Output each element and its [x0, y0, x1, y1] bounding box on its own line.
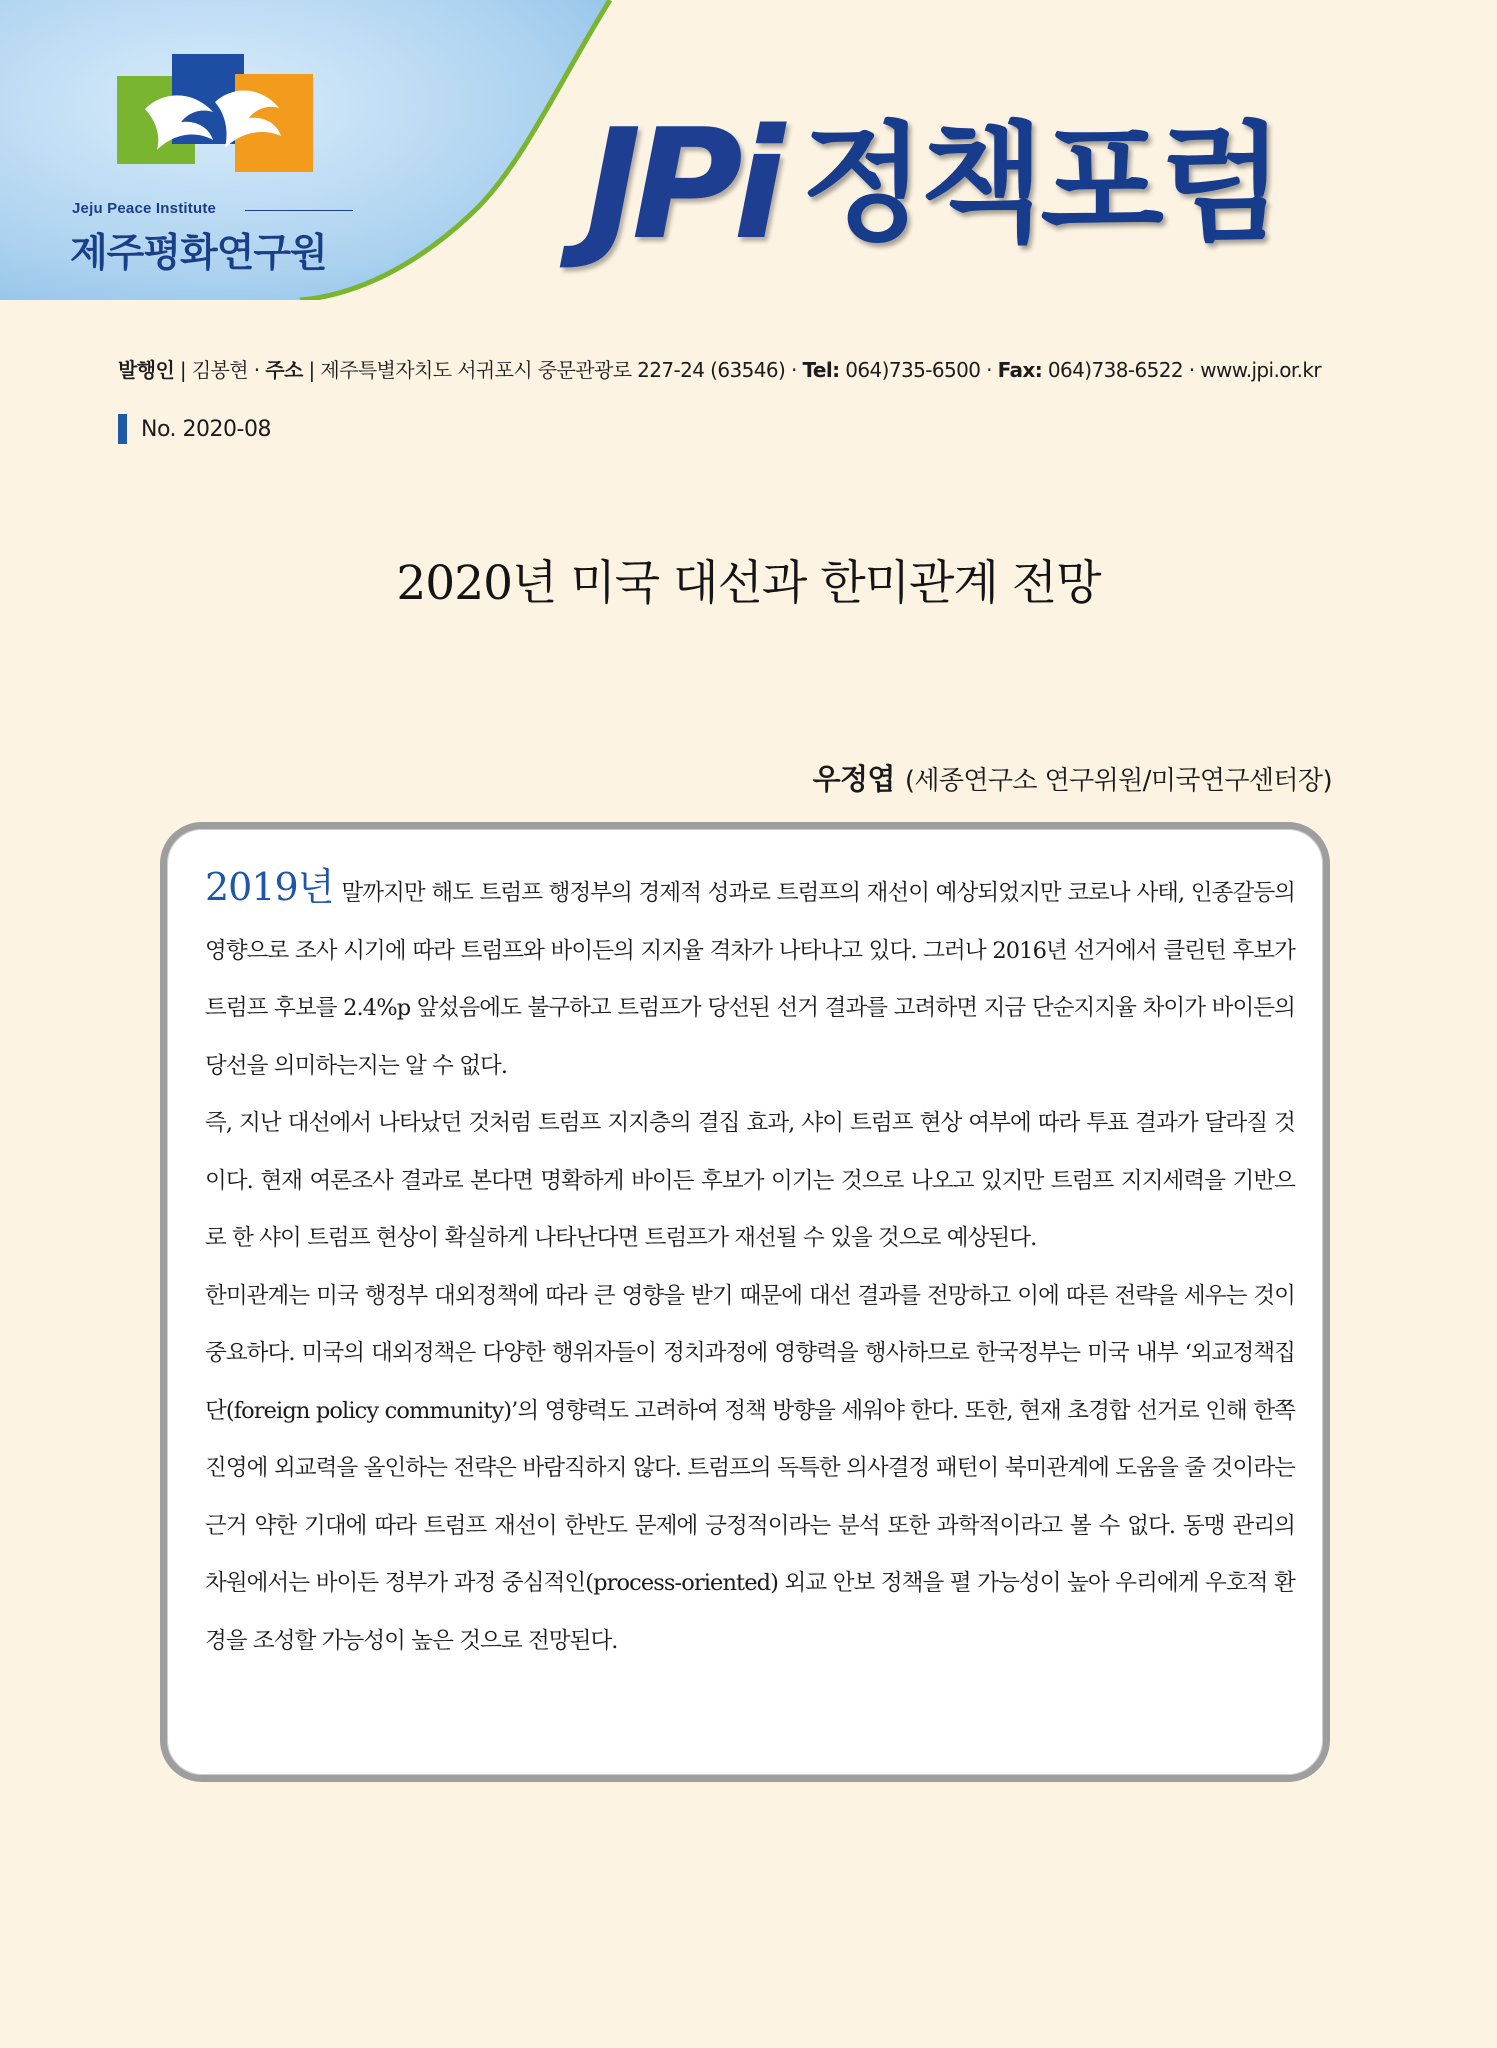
issue-number [118, 414, 271, 444]
publisher-info: 발행인 | 김봉현 · 주소 | 제주특별자치도 서귀포시 중문관광로 227-24 (63546) · Tel: 064)735-6500 · Fax: 064)738-6522 · www.jpi.or.kr [118, 358, 1322, 382]
tel-number: 064)735-6500 [845, 358, 981, 382]
brand-title [585, 96, 1280, 273]
fax-number: 064)738-6522 [1047, 358, 1183, 382]
summary-text [205, 859, 1295, 1670]
logo-english-name: Jeju Peace Institute [72, 200, 217, 217]
publisher-label: 발행인 [118, 358, 175, 382]
page-title: 2020년 미국 대선과 한미관계 전망 [396, 556, 1101, 611]
address-label: 주소 [265, 358, 303, 382]
logo-korean-name: 제주평화연구원 [70, 231, 327, 276]
summary-paragraph-2: 즉, 지난 대선에서 나타났던 것처럼 트럼프 지지층의 결집 효과, 샤이 트럼프 현상 여부에 따라 투표 결과가 달라질 것이다. 현재 여론조사 결과로 본다면 명확하게 바이든 후보가 이기는 것으로 나오고 있지만 트럼프 지지세력을 기반으로 한 샤이 트럼프 현상이 확실하게 나타난다면 트럼프가 재선될 수 있을 것으로 예상된다. [205, 1110, 1295, 1251]
logo-divider [245, 210, 353, 211]
masthead [0, 0, 1497, 300]
address: 제주특별자치도 서귀포시 중문관광로 227-24 (63546) [320, 358, 786, 382]
author-affiliation: (세종연구소 연구위원/미국연구센터장) [904, 766, 1332, 796]
jpi-logo-icon [117, 54, 317, 184]
author-name: 우정엽 [812, 762, 895, 796]
lead-year: 2019년 [205, 865, 334, 909]
publisher-name: 김봉현 [191, 358, 248, 382]
summary-paragraph-1-text: 말까지만 해도 트럼프 행정부의 경제적 성과로 트럼프의 재선이 예상되었지만 코로나 사태, 인종갈등의 영향으로 조사 시기에 따라 트럼프와 바이든의 지지율 격차가 나타나고 있다. 그러나 2016년 선거에서 클린턴 후보가 트럼프 후보를 2.4%p 앞섰음에도 불구하고 트럼프가 당선된 선거 결과를 고려하면 지금 단순지지율 차이가 바이든의 당선을 의미하는지는 알 수 없다. [205, 880, 1295, 1079]
summary-box [160, 822, 1330, 1782]
fax-label: Fax: [997, 358, 1043, 382]
summary-paragraph-1 [205, 859, 1295, 1095]
author-line [813, 757, 1332, 798]
brand-mark: JPi [585, 96, 776, 273]
website-link[interactable]: www.jpi.or.kr [1200, 358, 1322, 382]
issue-label: No. 2020-08 [141, 416, 271, 442]
publication-name: 정책포럼 [801, 110, 1280, 259]
issue-marker [118, 414, 127, 444]
summary-paragraph-3: 한미관계는 미국 행정부 대외정책에 따라 큰 영향을 받기 때문에 대선 결과를 전망하고 이에 따른 전략을 세우는 것이 중요하다. 미국의 대외정책은 다양한 행위자들이 정치과정에 영향력을 행사하므로 한국정부는 미국 내부 ‘외교정책집단(foreign policy community)’의 영향력도 고려하여 정책 방향을 세워야 한다. 또한, 현재 초경합 선거로 인해 한쪽 진영에 외교력을 올인하는 전략은 바람직하지 않다. 트럼프의 독특한 의사결정 패턴이 북미관계에 도움을 줄 것이라는 근거 약한 기대에 따라 트럼프 재선이 한반도 문제에 긍정적이라는 분석 또한 과학적이라고 볼 수 없다. 동맹 관리의 차원에서는 바이든 정부가 과정 중심적인(process-oriented) 외교 안보 정책을 펼 가능성이 높아 우리에게 우호적 환경을 조성할 가능성이 높은 것으로 전망된다. [205, 1282, 1295, 1654]
tel-label: Tel: [802, 358, 840, 382]
